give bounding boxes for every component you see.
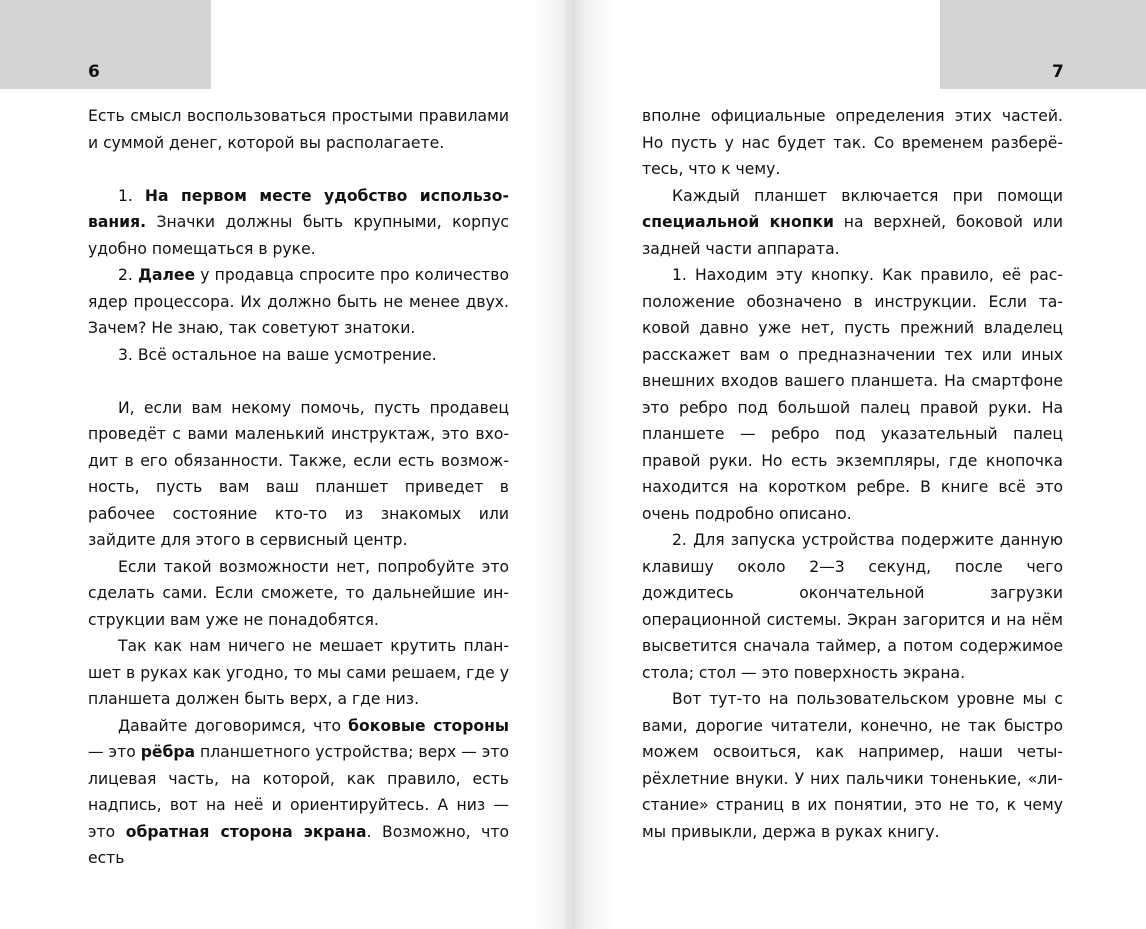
- bold-text: обратная сторона экрана: [125, 822, 367, 841]
- bold-text: Далее: [138, 266, 196, 284]
- paragraph: [88, 342, 509, 369]
- page-number-right: 7: [1052, 62, 1064, 82]
- text-run: 1.: [118, 186, 145, 205]
- paragraph: [88, 554, 509, 634]
- bold-text: боковые стороны: [348, 716, 509, 735]
- paragraph: [88, 183, 509, 263]
- paragraph: [88, 633, 509, 713]
- paragraph: [642, 262, 1063, 527]
- paragraph: [88, 713, 509, 872]
- paragraph: [88, 395, 509, 554]
- page-number-tab-left: [0, 0, 211, 89]
- text-run: 2.: [118, 266, 139, 284]
- right-page: [574, 0, 1146, 929]
- paragraph: [642, 686, 1063, 845]
- text-run: — это: [88, 743, 141, 761]
- text-run: Давайте договоримся, что: [118, 716, 349, 735]
- text-run: Есть смысл воспользоваться простыми правилами и суммой денег, которой вы располагаете.: [88, 107, 509, 152]
- text-run: Так как нам ничего не мешает крутить планшет в руках как угодно, то мы сами решаем, где у планшета должен быть верх, а где низ.: [88, 637, 509, 708]
- text-run: Значки должны быть крупными, корпус удобно помещаться в руке.: [88, 213, 509, 258]
- gutter-shadow-left: [534, 0, 574, 929]
- bold-text: рёбра: [140, 743, 196, 761]
- text-run: Если такой возможности нет, попробуйте это сделать сами. Если сможете, то дальнейшие инструкции вам уже не понадобятся.: [88, 557, 509, 629]
- text-run: 2. Для запуска устройства подержите данную клавишу около 2—3 секунд, после чего дождитесь окончательной загрузки операционной системы. Экран загорится и на нём высветится сначала таймер, а потом содержимое стола; стол — это поверхность экрана.: [642, 531, 1063, 682]
- paragraph: [642, 103, 1063, 183]
- text-run: вполне официальные определения этих частей. Но пусть у нас будет так. Со временем разберётесь, что к чему.: [642, 107, 1063, 178]
- gutter-shadow-right: [574, 0, 614, 929]
- page-number-left: 6: [88, 62, 100, 82]
- right-page-text: [642, 103, 1063, 845]
- paragraph: [642, 183, 1063, 263]
- bold-text: специальной кнопки: [642, 213, 834, 231]
- text-run: И, если вам некому помочь, пусть продавец проведёт с вами маленький инструктаж, это входит в его обязанности. Также, если есть возможность, пусть вам ваш планшет приведет в рабочее состояние кто-то из знакомых или зайдите для этого в сервисный центр.: [88, 398, 509, 549]
- text-run: 1. Находим эту кнопку. Как правило, её расположение обозначено в инструкции. Если таковой давно уже нет, пусть прежний владелец расскажет вам о предназначении тех или иных внешних входов вашего планшета. На смартфоне это ребро под большой палец правой руки. На планшете — ребро под указательный палец правой руки. Но есть экземпляры, где кнопочка находится на коротком ребре. В книге всё это очень подробно описано.: [642, 266, 1063, 523]
- paragraph: [88, 103, 509, 156]
- page-number-tab-right: [940, 0, 1146, 89]
- bold-text: На первом месте удобство использования.: [88, 186, 509, 231]
- text-run: планшетного устройства; верх — это лицевая часть, на которой, как правило, есть надпись, вот на неё и ориентируйтесь. А низ — это: [88, 743, 509, 841]
- text-run: . Возможно, что есть: [88, 822, 510, 867]
- text-run: у продавца спросите про количество ядер процессора. Их должно быть не менее двух. Зачем? Не знаю, так советуют знатоки.: [88, 266, 509, 337]
- paragraph: [88, 262, 509, 342]
- text-run: Вот тут-то на пользовательском уровне мы с вами, дорогие читатели, конечно, не так быстро можем освоиться, как например, наши четырёхлетние внуки. У них пальчики тоненькие, «листание» страниц в их понятии, это не то, к чему мы привыкли, держа в руках книгу.: [642, 690, 1063, 841]
- text-run: Каждый планшет включается при помощи: [672, 186, 1063, 205]
- text-run: на верхней, боковой или задней части аппарата.: [642, 213, 1063, 258]
- left-page-text: [88, 103, 509, 872]
- paragraph: [642, 527, 1063, 686]
- text-run: 3. Всё остальное на ваше усмотрение.: [118, 345, 437, 364]
